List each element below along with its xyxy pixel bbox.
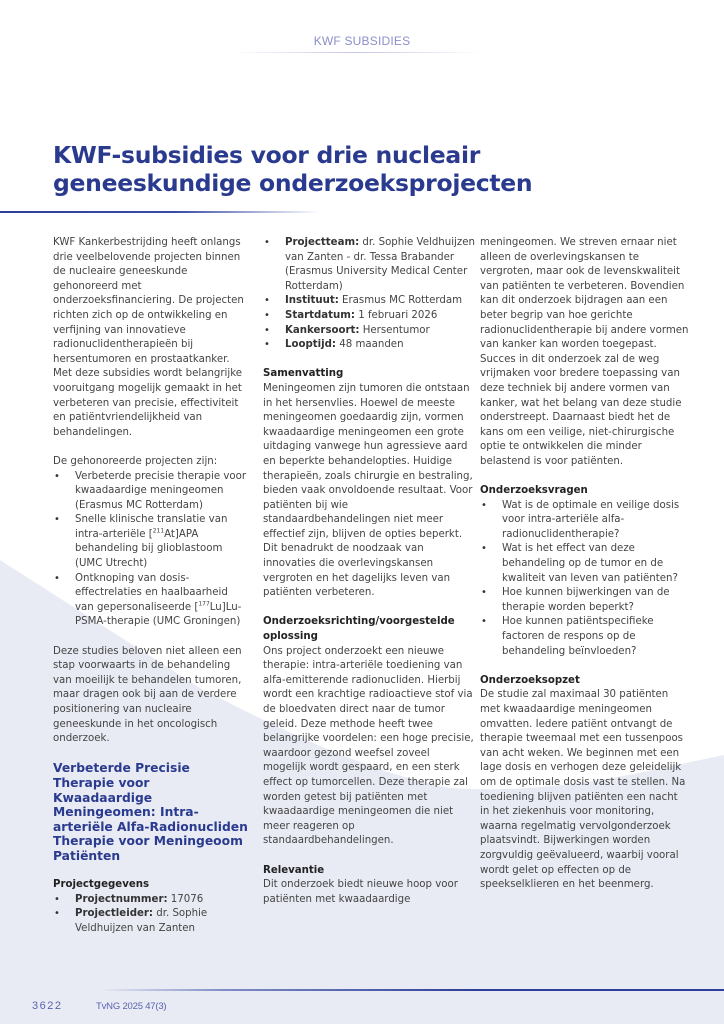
direction-paragraph: Ons project onderzoekt een nieuwe therapie: intra-arteriële toediening van alfa-emitterende radionucliden. Hierbij wordt een krachtige radioactieve stof via de bloedvaten direct naar de tumor geleid. Deze methode heeft twee belangrijke voordelen: een hoge precisie, waardoor gezond weefsel zoveel mogelijk wordt gespaard, en een sterk effect op tumorcellen. Deze therapie zal worden getest bij patiënten met kwaadaardige meningeomen die niet meer reageren op standaardbehandelingen.: [263, 645, 474, 847]
list-item: • Instituut: Erasmus MC Rotterdam: [263, 294, 475, 309]
summary-heading: Samenvatting: [263, 368, 344, 380]
project-details-list: [53, 893, 249, 937]
section-divider: [232, 52, 482, 53]
relevance-paragraph: Dit onderzoek biedt nieuwe hoop voor patiënten met kwaadaardige: [263, 879, 458, 905]
relevance-paragraph-continued: meningeomen. We streven ernaar niet alleen de overlevingskansen te vergroten, maar ook de levenskwaliteit van patiënten te verbeteren. Bovendien kan dit onderzoek bijdragen aan een beter begrip van hoe gerichte radionuclidentherapie bij andere vormen van kanker kan worden toegepast. Succes in dit onderzoek zal de weg vrijmaken voor bredere toepassing van deze techniek bij andere vormen van kanker, wat het belang van deze studie onderstreept. Daarnaast biedt het de kans om een veilige, niet-chirurgische optie te ontwikkelen die minder belastend is voor patiënten.: [480, 237, 689, 467]
list-item: • Startdatum: 1 februari 2026: [263, 309, 475, 324]
list-item: • Wat is het effect van deze behandeling op de tumor en de kwaliteit van leven van patiënten?: [480, 542, 690, 586]
design-heading: Onderzoeksopzet: [480, 674, 580, 686]
page-number: 3622: [32, 1000, 63, 1012]
direction-heading: Onderzoeksrichting/voorgestelde oplossing: [263, 616, 455, 643]
column-2: [263, 236, 475, 907]
list-item: • Kankersoort: Hersentumor: [263, 324, 475, 339]
closing-paragraph: Deze studies beloven niet alleen een stap voorwaarts in de behandeling van moeilijk te behandelen tumoren, maar dragen ook bij aan de verdere positionering van nucleaire geneeskunde in het oncologisch onderzoek.: [53, 645, 242, 745]
intro-paragraph: KWF Kankerbestrijding heeft onlangs drie veelbelovende projecten binnen de nucleaire geneeskunde gehonoreerd met onderzoeksfinanciering. De projecten richten zich op de ontwikkeling en verfijning van innovatieve radionuclidentherapieën bij hersentumoren en prostaatkanker. Met deze subsidies wordt belangrijke vooruitgang mogelijk gemaakt in het verbeteren van precisie, effectiviteit en patiëntvriendelijkheid van behandelingen.: [53, 237, 244, 438]
list-item: • Verbeterde precisie therapie voor kwaadaardige meningeomen (Erasmus MC Rotterdam): [53, 470, 249, 514]
relevance-heading: Relevantie: [263, 864, 325, 876]
list-item: • Projectnummer: 17076: [53, 893, 249, 908]
list-item: • Hoe kunnen bijwerkingen van de therapie worden beperkt?: [480, 586, 690, 615]
questions-heading: Onderzoeksvragen: [480, 485, 588, 497]
article-title: KWF-subsidies voor drie nucleair geneeskundige onderzoeksprojecten: [53, 141, 533, 197]
column-1: [53, 236, 249, 937]
list-item: • Wat is de optimale en veilige dosis voor intra-arteriële alfa-radionuclidentherapie?: [480, 499, 690, 543]
questions-list: [480, 499, 690, 660]
summary-paragraph: Meningeomen zijn tumoren die ontstaan in het hersenvlies. Hoewel de meeste meningeomen goedaardig zijn, vormen kwaadaardige meningeomen een grote uitdaging vanwege hun agressieve aard en beperkte behandelopties. Huidige therapieën, zoals chirurgie en bestraling, bieden vaak onvoldoende resultaat. Voor patiënten bij wie standaardbehandelingen niet meer effectief zijn, blijven de opties beperkt. Dit benadrukt de noodzaak van innovaties die overlevingskansen vergroten en het dagelijks leven van patiënten verbeteren.: [263, 382, 473, 599]
section-label: KWF SUBSIDIES: [313, 34, 411, 48]
journal-citation: TvNG 2025 47(3): [96, 1001, 167, 1012]
list-item: • Hoe kunnen patiëntspecifieke factoren de respons op de behandeling beïnvloeden?: [480, 615, 690, 659]
project-subheading: Verbeterde Precisie Therapie voor Kwaadaardige Meningeomen: Intra-arteriële Alfa-Radionucliden Therapie voor Meningeoom Patiënten: [53, 761, 248, 863]
list-item: • Ontknoping van dosis-effectrelaties en haalbaarheid van gepersonaliseerde [$^{177}$Lu]Lu-PSMA-therapie (UMC Groningen): [53, 572, 249, 630]
project-details-heading: Projectgegevens: [53, 879, 150, 891]
list-item: • Snelle klinische translatie van intra-arteriële [$^{211}$At]APA behandeling bij glioblastoom (UMC Utrecht): [53, 513, 249, 571]
list-item: • Looptijd: 48 maanden: [263, 338, 475, 353]
title-underline: [0, 211, 320, 213]
footer-divider: [100, 989, 724, 991]
projects-intro: De gehonoreerde projecten zijn:: [53, 455, 218, 467]
project-details-list-continued: [263, 236, 475, 353]
projects-list: [53, 470, 249, 631]
column-3: [480, 236, 690, 893]
list-item: • Projectleider: dr. Sophie Veldhuijzen van Zanten: [53, 907, 249, 936]
list-item: • Projectteam: dr. Sophie Veldhuijzen van Zanten - dr. Tessa Brabander (Erasmus University Medical Center Rotterdam): [263, 236, 475, 294]
design-paragraph: De studie zal maximaal 30 patiënten met kwaadaardige meningeomen omvatten. Iedere patiënt ontvangt de therapie tweemaal met een tussenpoos van acht weken. We beginnen met een lage dosis en verhogen deze geleidelijk om de optimale dosis vast te stellen. Na toediening blijven patiënten een nacht in het ziekenhuis voor monitoring, waarna regelmatig vervolgonderzoek plaatsvindt. Bijwerkingen worden zorgvuldig geëvalueerd, waarbij vooral wordt gelet op effecten op de speekselklieren en het beenmerg.: [480, 689, 686, 891]
